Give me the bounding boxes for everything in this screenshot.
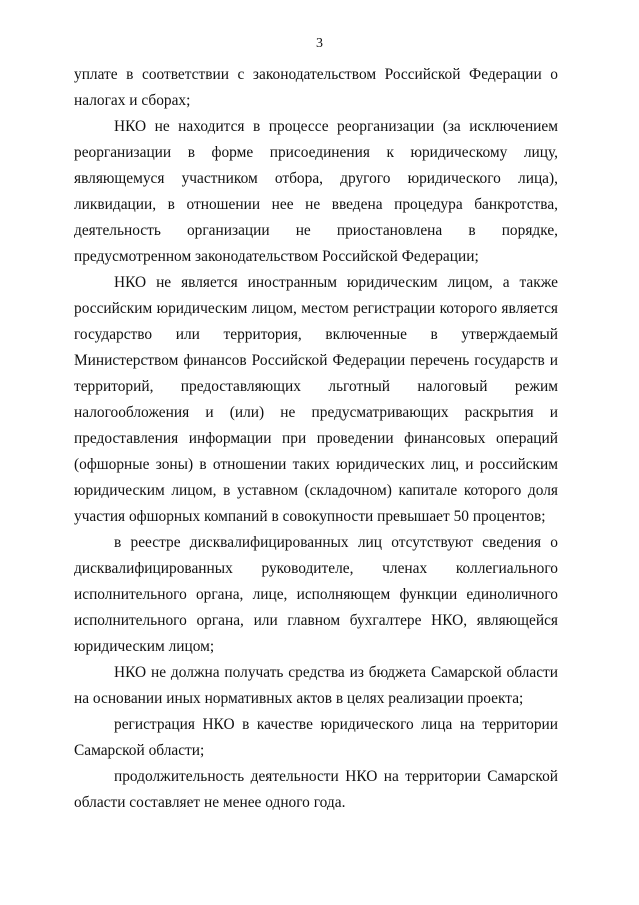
document-body <box>74 62 558 816</box>
paragraph-no-reorganization: НКО не находится в процессе реорганизации (за исключением реорганизации в форме присоединения к юридическому лицу, являющемуся участником отбора, другого юридического лица), ликвидации, в отношении нее не введена процедура банкротства, деятельность организации не приостановлена в порядке, предусмотренном законодательством Российской Федерации; <box>74 118 558 265</box>
paragraph-tax-obligations: уплате в соответствии с законодательством Российской Федерации о налогах и сборах; <box>74 66 558 109</box>
page-number: 3 <box>316 36 323 51</box>
paragraph-disqualified-registry: в реестре дисквалифицированных лиц отсутствуют сведения о дисквалифицированных руководителе, членах коллегиального исполнительного органа, лице, исполняющем функции единоличного исполнительного органа, или главном бухгалтере НКО, являющейся юридическим лицом; <box>74 534 558 655</box>
paragraph-not-foreign-entity: НКО не является иностранным юридическим лицом, а также российским юридическим лицом, местом регистрации которого является государство или территория, включенные в утверждаемый Министерством финансов Российской Федерации перечень государств и территорий, предоставляющих льготный налоговый режим налогообложения и (или) не предусматривающих раскрытия и предоставления информации при проведении финансовых операций (офшорные зоны) в отношении таких юридических лиц, и российским юридическим лицом, в уставном (складочном) капитале которого доля участия офшорных компаний в совокупности превышает 50 процентов; <box>74 274 558 525</box>
paragraph-registration: регистрация НКО в качестве юридического лица на территории Самарской области; <box>74 716 558 759</box>
paragraph-no-budget-funds: НКО не должна получать средства из бюджета Самарской области на основании иных нормативных актов в целях реализации проекта; <box>74 664 558 707</box>
paragraph-activity-duration: продолжительность деятельности НКО на территории Самарской области составляет не менее одного года. <box>74 768 558 811</box>
